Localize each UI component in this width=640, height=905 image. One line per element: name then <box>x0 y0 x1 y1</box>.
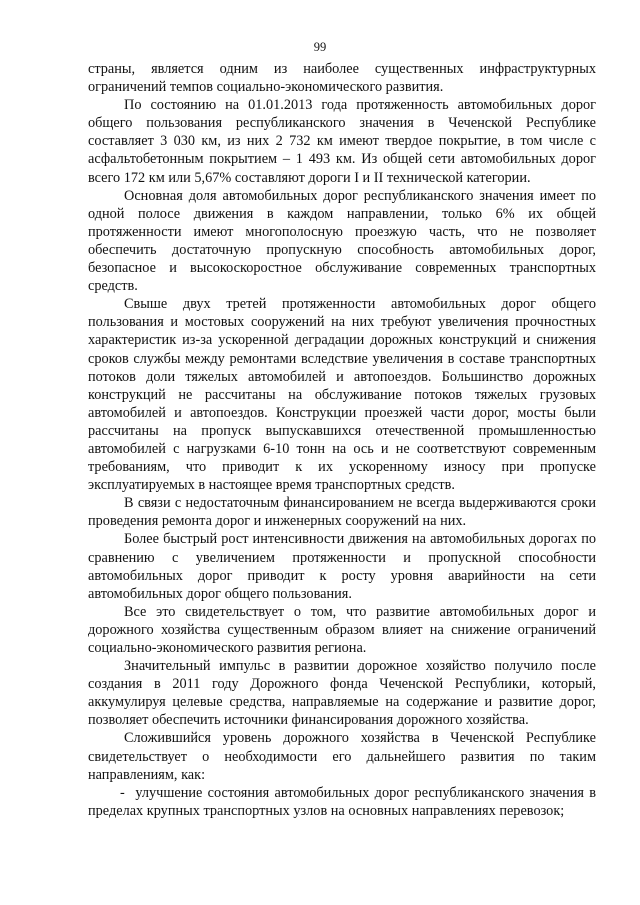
page-number: 99 <box>313 40 327 54</box>
paragraph: Свыше двух третей протяженности автомобильных дорог общего пользования и мостовых сооружений на них требуют увеличения прочностных характеристик из-за ускоренной деградации дорожных конструкций и снижения сроков службы между ремонтами вследствие увеличения в составе транспортных потоков доли тяжелых автомобилей и автопоездов. Большинство дорожных конструкций не рассчитаны на обслуживание потоков тяжелых грузовых автомобилей и автопоездов. Конструкции проезжей части дорог, мосты были рассчитаны на пропуск выпускавшихся отечественной промышленностью автомобилей с нагрузками 6-10 тонн на ось и не соответствуют современным требованиям, что приводит к их ускоренному износу при пропуске эксплуатируемых в настоящее время транспортных средств. <box>88 296 596 494</box>
bullet-marker: - <box>120 784 125 801</box>
paragraph: Значительный импульс в развитии дорожное хозяйство получило после создания в 2011 году Дорожного фонда Чеченской Республики, который, аккумулируя целевые средства, направляемые на содержание и развитие дорог, позволяет обеспечить источники финансирования дорожного хозяйства. <box>88 658 596 729</box>
paragraph: По состоянию на 01.01.2013 года протяженность автомобильных дорог общего пользования республиканского значения в Чеченской Республике составляет 3 030 км, из них 2 732 км имеют твердое покрытие, в том числе с асфальтобетонным покрытием – 1 493 км. Из общей сети автомобильных дорог всего 172 км или 5,67% составляют дороги I и II технической категории. <box>88 97 596 186</box>
paragraph: Все это свидетельствует о том, что развитие автомобильных дорог и дорожного хозяйства существенным образом влияет на снижение ограничений социально-экономического развития региона. <box>88 603 596 656</box>
bullet-text: улучшение состояния автомобильных дорог республиканского значения в пределах крупных транспортных узлов на основных направлениях перевозок; <box>88 784 596 819</box>
paragraph: Сложившийся уровень дорожного хозяйства в Чеченской Республике свидетельствует о необходимости его дальнейшего развития по таким направлениям, как: <box>88 730 596 783</box>
paragraph: страны, является одним из наиболее существенных инфраструктурных ограничений темпов социально-экономического развития. <box>88 61 596 96</box>
document-body <box>88 60 596 820</box>
paragraph: Более быстрый рост интенсивности движения на автомобильных дорогах по сравнению с увеличением протяженности и пропускной способности автомобильных дорог приводит к росту уровня аварийности на сети автомобильных дорог общего пользования. <box>88 531 596 602</box>
paragraph: Основная доля автомобильных дорог республиканского значения имеет по одной полосе движения в каждом направлении, только 6% их общей протяженности имеют многополосную проезжую часть, что не позволяет обеспечить достаточную пропускную способность автомобильных дорог, безопасное и высокоскоростное обслуживание современных транспортных средств. <box>88 187 596 295</box>
bullet-item <box>88 784 596 820</box>
paragraph: В связи с недостаточным финансированием не всегда выдерживаются сроки проведения ремонта дорог и инженерных сооружений на них. <box>88 495 596 530</box>
